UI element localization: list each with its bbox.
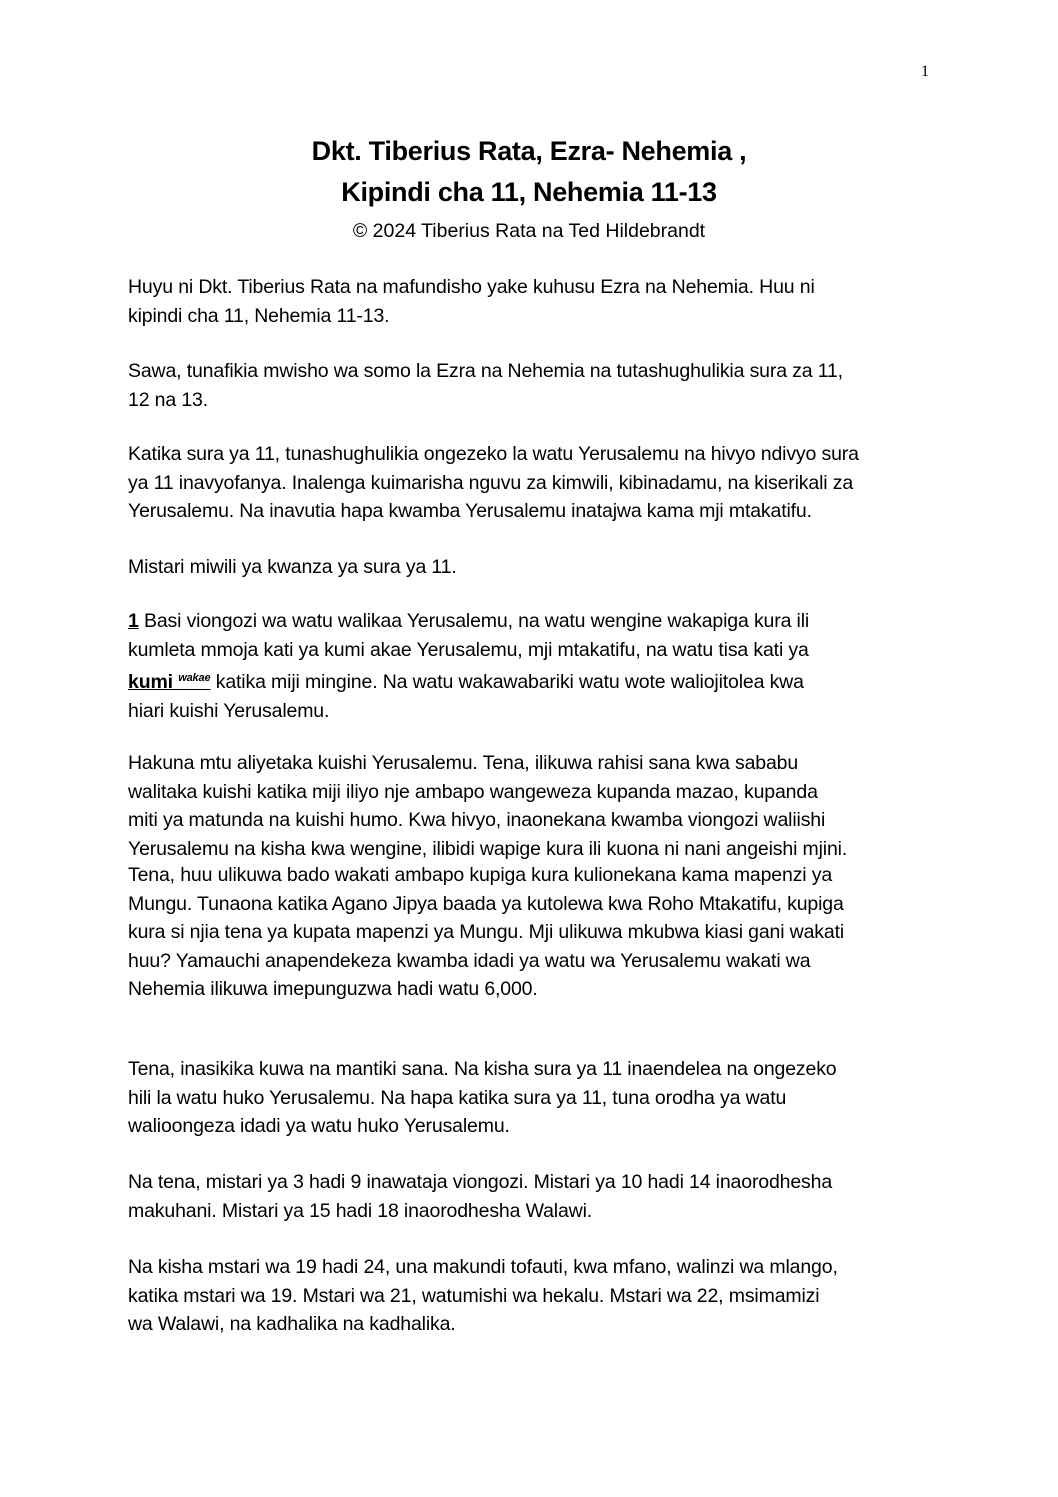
paragraph-6 bbox=[128, 749, 948, 863]
text-line: walitaka kuishi katika miji iliyo nje ambapo wangeweza kupanda mazao, kupanda bbox=[128, 780, 818, 803]
text-line: ya 11 inavyofanya. Inalenga kuimarisha nguvu za kimwili, kibinadamu, na kiserikali za bbox=[128, 471, 854, 494]
paragraph-3 bbox=[128, 440, 948, 526]
text-line: Yerusalemu na kisha kwa wengine, ilibidi wapige kura ili kuona ni nani angeishi mjini. bbox=[128, 837, 848, 860]
text-line: Mistari miwili ya kwanza ya sura ya 11. bbox=[128, 556, 457, 578]
text-line: kipindi cha 11, Nehemia 11-13. bbox=[128, 304, 390, 327]
text-line: walioongeza idadi ya watu huko Yerusalemu. bbox=[128, 1115, 510, 1138]
title-line-2: Kipindi cha 11, Nehemia 11-13 bbox=[341, 177, 717, 207]
paragraph-4 bbox=[128, 553, 948, 582]
text-line: Katika sura ya 11, tunashughulikia ongezeko la watu Yerusalemu na hivyo ndivyo sura bbox=[128, 443, 859, 465]
text-line: wa Walawi, na kadhalika na kadhalika. bbox=[128, 1313, 456, 1336]
paragraph-8 bbox=[128, 1055, 948, 1141]
text-line: kura si njia tena ya kupata mapenzi ya Mungu. Mji ulikuwa mkubwa kiasi gani wakati bbox=[128, 921, 845, 944]
text-line: Na kisha mstari wa 19 hadi 24, una makundi tofauti, kwa mfano, walinzi wa mlango, bbox=[128, 1256, 838, 1278]
text-line: Hakuna mtu aliyetaka kuishi Yerusalemu. Tena, ilikuwa rahisi sana kwa sababu bbox=[128, 752, 799, 774]
text-line: hili la watu huko Yerusalemu. Na hapa katika sura ya 11, tuna orodha ya watu bbox=[128, 1086, 787, 1109]
superscript-note: wakae bbox=[178, 672, 211, 685]
copyright: © 2024 Tiberius Rata na Ted Hildebrandt bbox=[352, 220, 706, 242]
text-line: katika mstari wa 19. Mstari wa 21, watumishi wa hekalu. Mstari wa 22, msimamizi bbox=[128, 1284, 820, 1307]
verse-number: 1 bbox=[128, 610, 139, 632]
text-line: kumleta mmoja kati ya kumi akae Yerusalemu, mji mtakatifu, na watu tisa kati ya bbox=[128, 638, 809, 661]
text-line: Basi viongozi wa watu walikaa Yerusalemu, na watu wengine wakapiga kura ili bbox=[138, 610, 810, 632]
paragraph-10 bbox=[128, 1253, 948, 1339]
text-line: katika miji mingine. Na watu wakawabariki watu wote waliojitolea kwa bbox=[210, 671, 804, 694]
paragraph-5-scripture bbox=[128, 607, 948, 725]
text-line: Sawa, tunafikia mwisho wa somo la Ezra na Nehemia na tutashughulikia sura za 11, bbox=[128, 360, 843, 382]
text-line: 12 na 13. bbox=[128, 388, 208, 411]
text-line: Yerusalemu. Na inavutia hapa kwamba Yerusalemu inatajwa kama mji mtakatifu. bbox=[128, 500, 812, 523]
paragraph-2 bbox=[128, 357, 948, 414]
paragraph-1 bbox=[128, 273, 948, 330]
text-line: Huyu ni Dkt. Tiberius Rata na mafundisho yake kuhusu Ezra na Nehemia. Huu ni bbox=[128, 276, 815, 298]
underlined-word bbox=[128, 671, 210, 693]
text-line: miti ya matunda na kuishi humo. Kwa hivyo, inaonekana kwamba viongozi waliishi bbox=[128, 809, 826, 832]
page-number: 1 bbox=[921, 63, 929, 80]
text-line: Tena, huu ulikuwa bado wakati ambapo kupiga kura kulionekana kama mapenzi ya bbox=[128, 864, 833, 886]
text-line: huu? Yamauchi anapendekeza kwamba idadi ya watu wa Yerusalemu wakati wa bbox=[128, 949, 811, 972]
paragraph-9 bbox=[128, 1168, 948, 1225]
title-line-1: Dkt. Tiberius Rata, Ezra- Nehemia , bbox=[311, 136, 747, 166]
text-line: hiari kuishi Yerusalemu. bbox=[128, 699, 330, 722]
paragraph-7 bbox=[128, 861, 948, 1004]
text-line: Nehemia ilikuwa imepunguzwa hadi watu 6,000. bbox=[128, 978, 538, 1001]
text-line: Na tena, mistari ya 3 hadi 9 inawataja viongozi. Mistari ya 10 hadi 14 inaorodhesha bbox=[128, 1171, 833, 1193]
kumi-word: kumi bbox=[128, 671, 179, 694]
text-line: makuhani. Mistari ya 15 hadi 18 inaorodhesha Walawi. bbox=[128, 1199, 593, 1222]
text-line: Mungu. Tunaona katika Agano Jipya baada ya kutolewa kwa Roho Mtakatifu, kupiga bbox=[128, 892, 844, 915]
text-line: Tena, inasikika kuwa na mantiki sana. Na kisha sura ya 11 inaendelea na ongezeko bbox=[128, 1058, 837, 1080]
